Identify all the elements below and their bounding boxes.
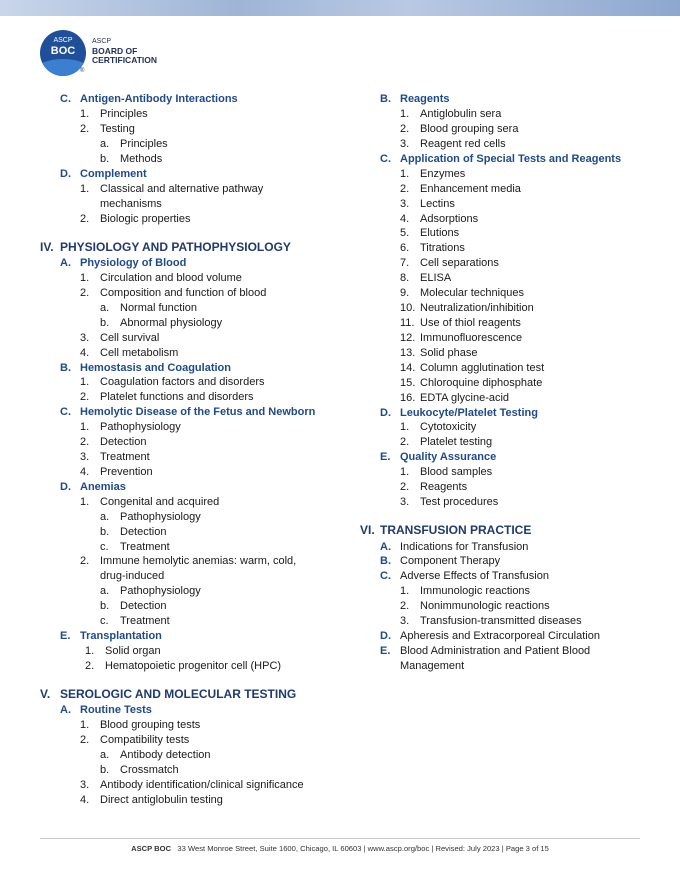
outline-number: 2. (400, 436, 410, 448)
footer-divider (40, 838, 640, 839)
outline-item: Platelet testing (420, 436, 493, 448)
outline-item: Use of thiol reagents (420, 317, 521, 329)
outline-number: 1. (400, 585, 410, 597)
outline-letter: A. (380, 541, 391, 553)
outline-number: 4. (400, 213, 410, 225)
outline-number: 10. (400, 302, 416, 314)
outline-letter: a. (100, 511, 110, 523)
outline-item: Principles (100, 108, 148, 120)
outline-item: Pathophysiology (120, 511, 201, 523)
outline-item: Circulation and blood volume (100, 272, 242, 284)
outline-number: 1. (80, 376, 90, 388)
outline-heading: Complement (80, 168, 147, 180)
outline-number: 2. (400, 183, 410, 195)
outline-item: Coagulation factors and disorders (100, 376, 265, 388)
outline-heading: Transplantation (80, 630, 162, 642)
outline-letter: b. (100, 526, 110, 538)
outline-item: Column agglutination test (420, 362, 545, 374)
outline-number: 2. (80, 123, 90, 135)
outline-number: 2. (400, 123, 410, 135)
outline-number: 3. (400, 198, 410, 210)
outline-letter: E. (380, 451, 391, 463)
outline-heading: Hemostasis and Coagulation (80, 362, 231, 374)
outline-number: 1. (80, 272, 90, 284)
outline-letter: B. (60, 362, 71, 374)
outline-letter: a. (100, 749, 110, 761)
outline-item: Reagent red cells (420, 138, 506, 150)
outline-number: 11. (400, 317, 415, 329)
outline-heading: Leukocyte/Platelet Testing (400, 407, 538, 419)
outline-letter: b. (100, 600, 110, 612)
outline-item: Pathophysiology (120, 585, 201, 597)
outline-number: 1. (80, 496, 90, 508)
outline-number: 2. (400, 481, 410, 493)
outline-item: Cell survival (100, 332, 160, 344)
outline-number: 2. (85, 660, 95, 672)
outline-item: Adsorptions (420, 213, 479, 225)
outline-item: Pathophysiology (100, 421, 181, 433)
outline-item: Detection (120, 526, 167, 538)
outline-heading: Antigen-Antibody Interactions (80, 93, 238, 105)
section-heading: PHYSIOLOGY AND PATHOPHYSIOLOGY (60, 240, 291, 254)
outline-letter: A. (60, 704, 71, 716)
outline-number: 2. (80, 287, 90, 299)
outline-item: Congenital and acquired (100, 496, 220, 508)
outline-item: Direct antiglobulin testing (100, 794, 223, 806)
outline-number: 4. (80, 466, 90, 478)
outline-number: 4. (80, 794, 90, 806)
ascp-boc-logo (40, 30, 190, 76)
outline-letter: D. (60, 481, 71, 493)
outline-item: Lectins (420, 198, 455, 210)
outline-item: Testing (100, 123, 135, 135)
outline-item: Component Therapy (400, 555, 501, 567)
section-number: IV. (40, 240, 54, 254)
outline-letter: D. (380, 630, 391, 642)
outline-item: Blood samples (420, 466, 493, 478)
outline-number: 7. (400, 257, 410, 269)
logo-org-line2: CERTIFICATION (92, 55, 158, 65)
outline-number: 16. (400, 392, 416, 404)
outline-item: Treatment (120, 615, 170, 627)
outline-item: Normal function (120, 302, 198, 314)
outline-letter: a. (100, 585, 110, 597)
outline-letter: b. (100, 153, 110, 165)
outline-item: Enzymes (420, 168, 466, 180)
outline-item: Platelet functions and disorders (100, 391, 254, 403)
outline-heading: Application of Special Tests and Reagents (400, 153, 622, 165)
outline-number: 1. (85, 645, 95, 657)
outline-number: 1. (80, 421, 90, 433)
outline-item: Management (400, 660, 465, 672)
outline-item: ELISA (420, 272, 452, 284)
outline-number: 2. (80, 734, 90, 746)
outline-number: 3. (400, 138, 410, 150)
outline-number: 1. (80, 719, 90, 731)
outline-item: Treatment (100, 451, 150, 463)
outline-number: 13. (400, 347, 416, 359)
outline-letter: B. (380, 555, 391, 567)
section-heading: SEROLOGIC AND MOLECULAR TESTING (60, 687, 297, 701)
outline-number: 1. (400, 108, 410, 120)
outline-number: 14. (400, 362, 416, 374)
outline-item: Crossmatch (120, 764, 179, 776)
outline-item: Indications for Transfusion (400, 541, 529, 553)
outline-letter: a. (100, 302, 110, 314)
outline-heading: Hemolytic Disease of the Fetus and Newborn (80, 406, 316, 418)
outline-item: EDTA glycine-acid (420, 392, 510, 404)
outline-number: 2. (80, 213, 90, 225)
outline-item: Reagents (420, 481, 468, 493)
outline-item: Immune hemolytic anemias: warm, cold, (100, 555, 297, 567)
footer-org: ASCP BOC (131, 844, 172, 853)
outline-item: Abnormal physiology (120, 317, 223, 329)
outline-item: Principles (120, 138, 168, 150)
header-banner (0, 0, 680, 16)
outline-item: Test procedures (420, 496, 499, 508)
outline-number: 5. (400, 227, 410, 239)
outline-item: Adverse Effects of Transfusion (400, 570, 549, 582)
outline-number: 1. (80, 183, 90, 195)
outline-letter: E. (380, 645, 391, 657)
outline-heading: Anemias (80, 481, 126, 493)
outline-number: 1. (400, 168, 410, 180)
outline-number: 3. (400, 615, 410, 627)
outline-number: 2. (80, 391, 90, 403)
outline-item: Molecular techniques (420, 287, 524, 299)
footer-text: 33 West Monroe Street, Suite 1600, Chicago, IL 60603 | www.ascp.org/boc | Revised: July 2023 | Page 3 of 15 (177, 844, 549, 853)
section-heading: TRANSFUSION PRACTICE (380, 523, 532, 537)
outline-item: Detection (120, 600, 167, 612)
outline-heading: Reagents (400, 93, 450, 105)
outline-number: 8. (400, 272, 410, 284)
outline-number: 1. (80, 108, 90, 120)
outline-item: drug-induced (100, 570, 165, 582)
outline-heading: Routine Tests (80, 704, 152, 716)
outline-item: Classical and alternative pathway (100, 183, 264, 195)
outline-letter: b. (100, 764, 110, 776)
outline-number: 3. (80, 779, 90, 791)
outline-item: Enhancement media (420, 183, 521, 195)
outline-letter: c. (100, 541, 109, 553)
outline-letter: C. (60, 406, 71, 418)
outline-number: 6. (400, 242, 410, 254)
outline-number: 1. (400, 466, 410, 478)
outline-number: 3. (80, 332, 90, 344)
outline-letter: C. (60, 93, 71, 105)
outline-item: Blood grouping tests (100, 719, 201, 731)
outline-letter: c. (100, 615, 109, 627)
outline-item: Cell metabolism (100, 347, 179, 359)
outline-item: Detection (100, 436, 147, 448)
outline-number: 3. (80, 451, 90, 463)
outline-item: Immunologic reactions (420, 585, 531, 597)
outline-item: Methods (120, 153, 163, 165)
outline-number: 9. (400, 287, 410, 299)
logo-emblem-main: BOC (50, 45, 76, 57)
outline-heading: Quality Assurance (400, 451, 497, 463)
outline-item: mechanisms (100, 198, 162, 210)
outline-number: 15. (400, 377, 416, 389)
outline-item: Treatment (120, 541, 170, 553)
logo-registered-mark: ® (80, 68, 85, 74)
outline-letter: B. (380, 93, 391, 105)
outline-letter: A. (60, 257, 71, 269)
outline-letter: a. (100, 138, 110, 150)
outline-number: 2. (400, 600, 410, 612)
section-number: VI. (360, 523, 375, 537)
outline-item: Immunofluorescence (420, 332, 523, 344)
outline-item: Titrations (420, 242, 465, 254)
outline-number: 1. (400, 421, 410, 433)
logo-wordmark (92, 37, 157, 66)
outline-item: Blood grouping sera (420, 123, 519, 135)
outline-number: 2. (80, 555, 90, 567)
outline-item: Prevention (100, 466, 153, 478)
outline-item: Cell separations (420, 257, 499, 269)
outline-letter: E. (60, 630, 71, 642)
outline-item: Hematopoietic progenitor cell (HPC) (105, 660, 282, 672)
logo-org-small: ASCP (92, 38, 112, 45)
outline-item: Chloroquine diphosphate (420, 377, 543, 389)
outline-item: Blood Administration and Patient Blood (400, 645, 591, 657)
outline-letter: C. (380, 153, 391, 165)
outline-heading: Physiology of Blood (80, 257, 187, 269)
outline-item: Cytotoxicity (420, 421, 477, 433)
outline-item: Apheresis and Extracorporeal Circulation (400, 630, 600, 642)
outline-letter: b. (100, 317, 110, 329)
outline-number: 2. (80, 436, 90, 448)
outline-number: 3. (400, 496, 410, 508)
outline-item: Compatibility tests (100, 734, 190, 746)
outline-item: Antibody detection (120, 749, 211, 761)
outline-item: Antibody identification/clinical significance (100, 779, 304, 791)
outline-item: Transfusion-transmitted diseases (420, 615, 582, 627)
outline-letter: D. (380, 407, 391, 419)
footer (0, 844, 680, 853)
outline-item: Neutralization/inhibition (420, 302, 534, 314)
outline-number: 4. (80, 347, 90, 359)
logo-org-line1: BOARD OF (92, 45, 138, 56)
section-number: V. (40, 687, 51, 701)
outline-item: Solid phase (420, 347, 478, 359)
outline-item: Nonimmunologic reactions (420, 600, 550, 612)
outline-item: Composition and function of blood (100, 287, 267, 299)
outline-item: Biologic properties (100, 213, 191, 225)
logo-emblem-top: ASCP (53, 37, 73, 44)
outline-letter: C. (380, 570, 391, 582)
outline-letter: D. (60, 168, 71, 180)
outline-item: Elutions (420, 227, 460, 239)
outline-item: Solid organ (105, 645, 161, 657)
outline-number: 12. (400, 332, 416, 344)
outline-item: Antiglobulin sera (420, 108, 502, 120)
